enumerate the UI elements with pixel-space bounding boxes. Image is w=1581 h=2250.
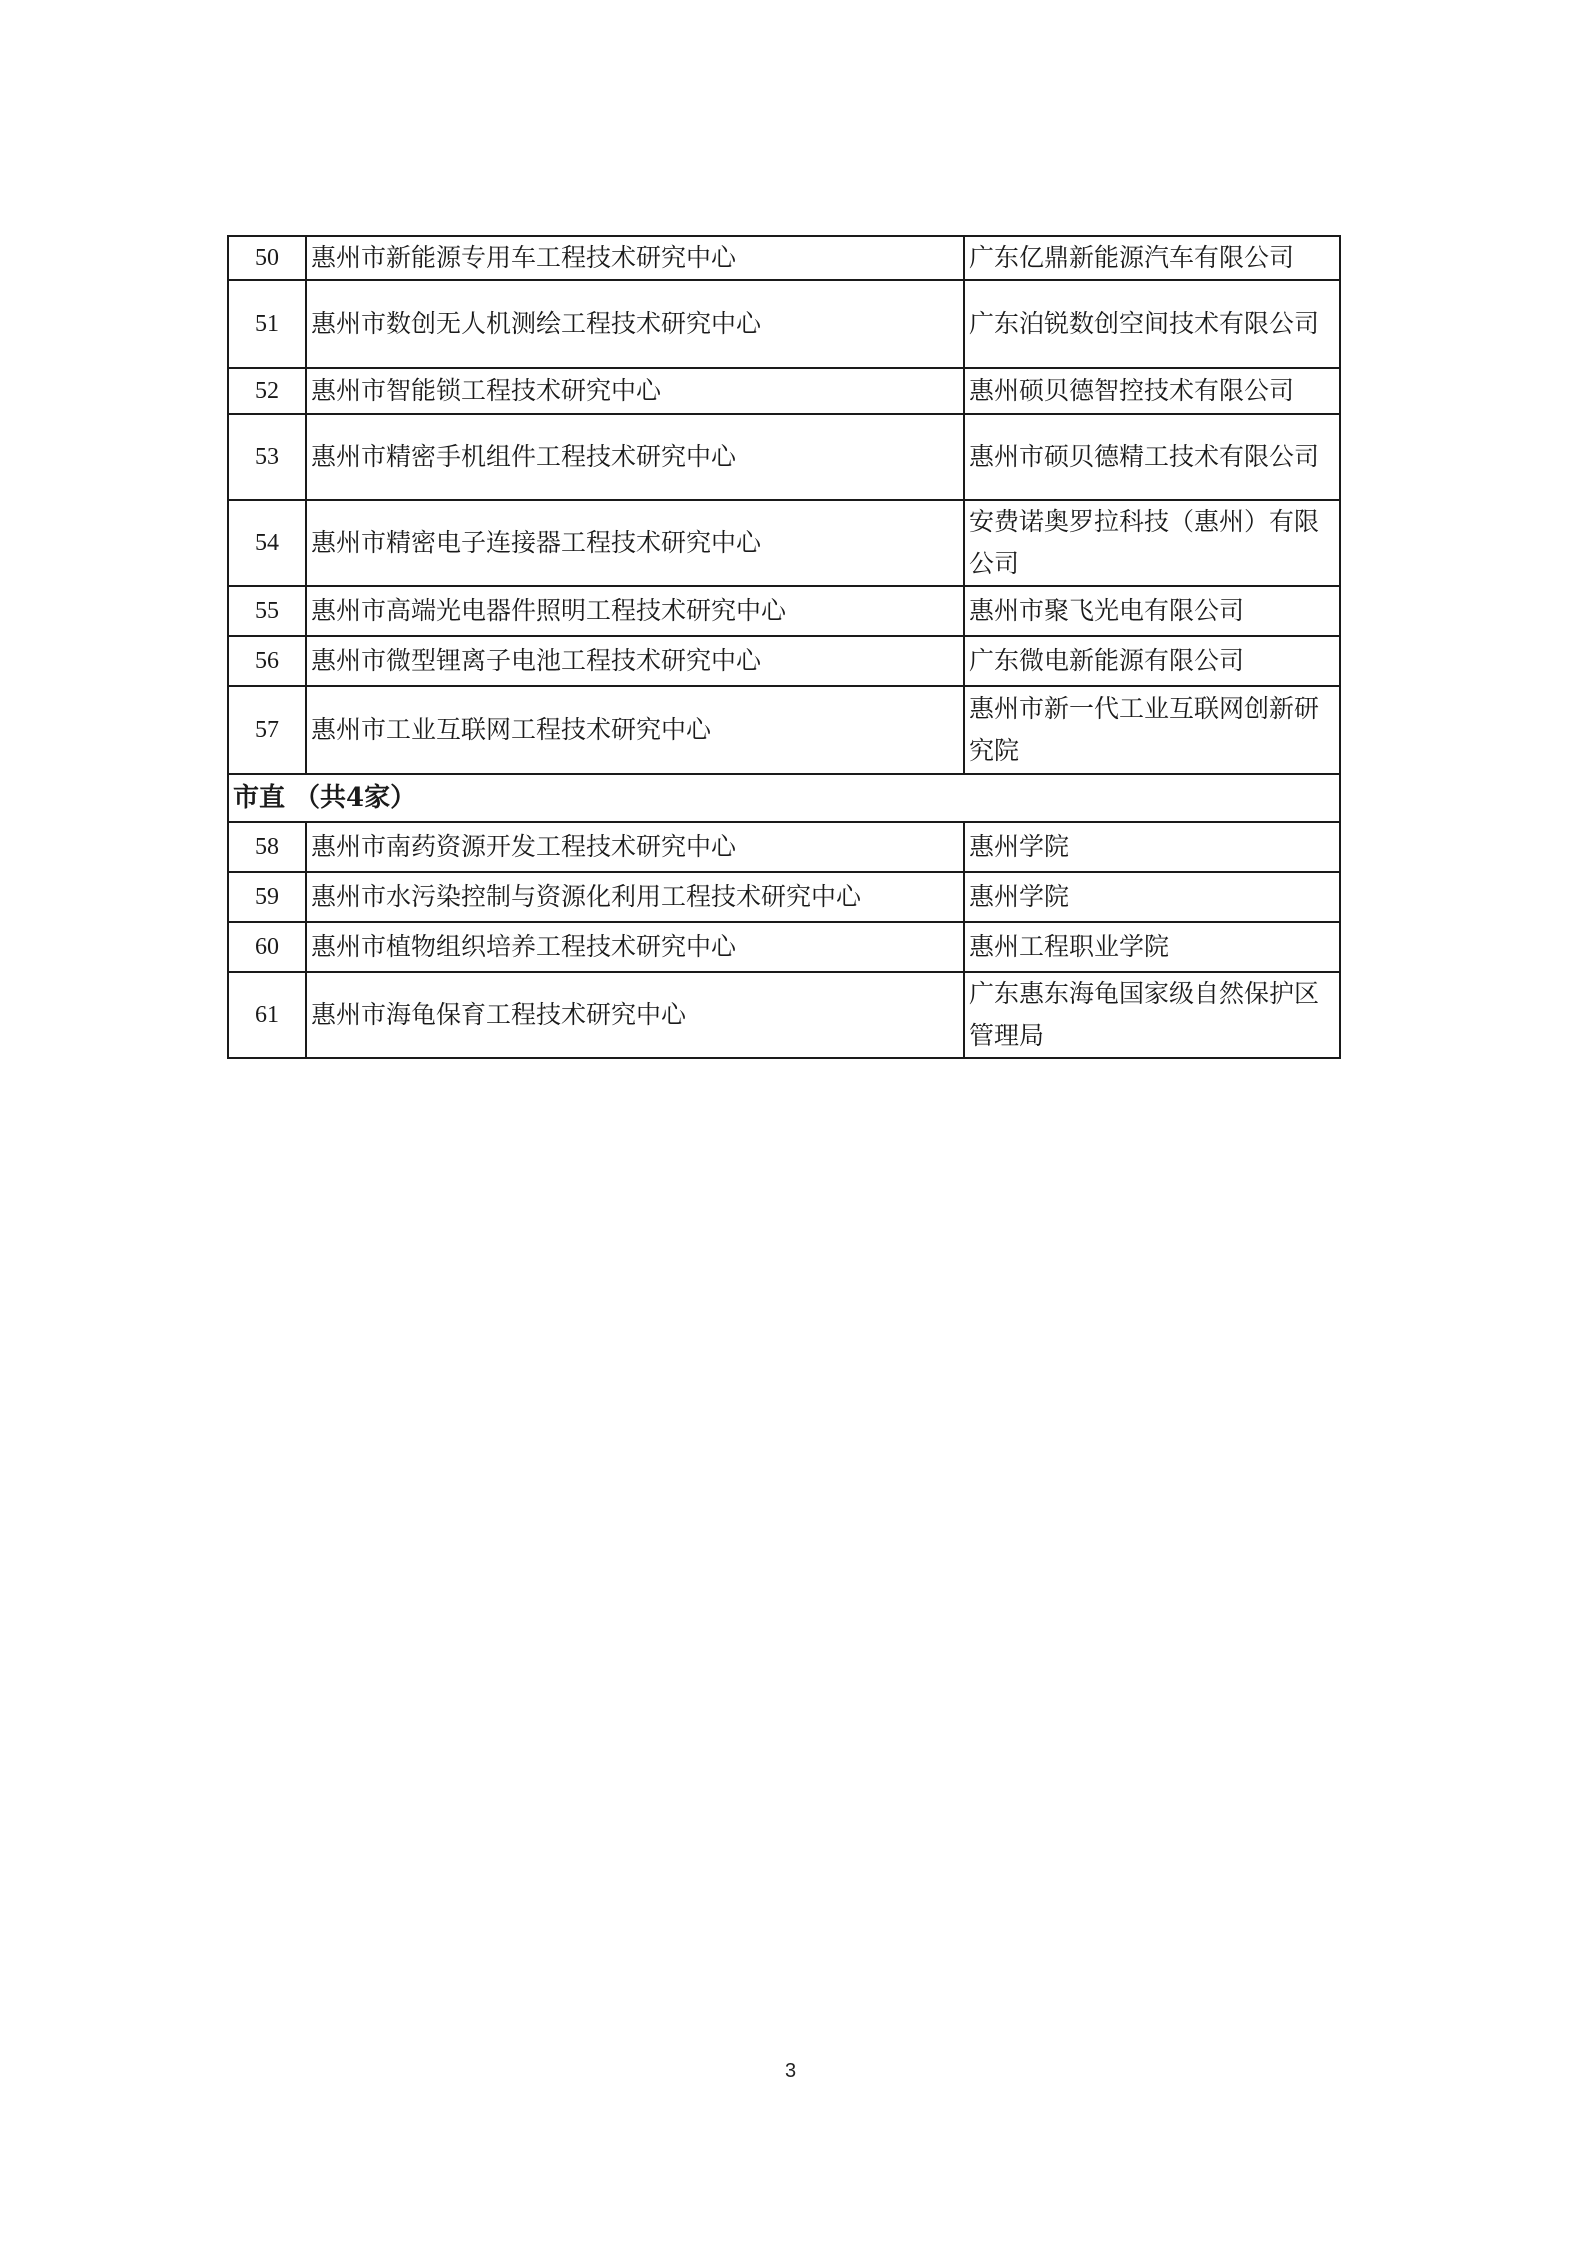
center-name: 惠州市智能锁工程技术研究中心 <box>306 368 964 414</box>
section-header: 市直 （共4家） <box>228 774 1340 822</box>
row-number: 60 <box>228 922 306 972</box>
row-number: 54 <box>228 500 306 586</box>
row-number: 56 <box>228 636 306 686</box>
row-number: 51 <box>228 280 306 368</box>
center-name: 惠州市新能源专用车工程技术研究中心 <box>306 236 964 280</box>
center-name: 惠州市工业互联网工程技术研究中心 <box>306 686 964 774</box>
row-number: 53 <box>228 414 306 500</box>
table-row <box>228 822 1340 872</box>
table-row <box>228 922 1340 972</box>
row-number: 61 <box>228 972 306 1058</box>
organization-name: 惠州学院 <box>964 822 1340 872</box>
table-row <box>228 500 1340 586</box>
center-name: 惠州市精密手机组件工程技术研究中心 <box>306 414 964 500</box>
organization-name: 广东微电新能源有限公司 <box>964 636 1340 686</box>
organization-name: 惠州学院 <box>964 872 1340 922</box>
table-row <box>228 972 1340 1058</box>
table-row <box>228 368 1340 414</box>
row-number: 57 <box>228 686 306 774</box>
center-name: 惠州市南药资源开发工程技术研究中心 <box>306 822 964 872</box>
organization-name: 广东惠东海龟国家级自然保护区管理局 <box>964 972 1340 1058</box>
organization-name: 惠州市聚飞光电有限公司 <box>964 586 1340 636</box>
center-name: 惠州市水污染控制与资源化利用工程技术研究中心 <box>306 872 964 922</box>
organization-name: 广东亿鼎新能源汽车有限公司 <box>964 236 1340 280</box>
table-row <box>228 236 1340 280</box>
organization-name: 惠州工程职业学院 <box>964 922 1340 972</box>
research-center-table <box>227 235 1341 1059</box>
row-number: 55 <box>228 586 306 636</box>
row-number: 50 <box>228 236 306 280</box>
table-row <box>228 280 1340 368</box>
center-name: 惠州市海龟保育工程技术研究中心 <box>306 972 964 1058</box>
table-row <box>228 414 1340 500</box>
row-number: 52 <box>228 368 306 414</box>
table-row <box>228 686 1340 774</box>
organization-name: 惠州市硕贝德精工技术有限公司 <box>964 414 1340 500</box>
center-name: 惠州市植物组织培养工程技术研究中心 <box>306 922 964 972</box>
row-number: 59 <box>228 872 306 922</box>
organization-name: 广东泊锐数创空间技术有限公司 <box>964 280 1340 368</box>
center-name: 惠州市精密电子连接器工程技术研究中心 <box>306 500 964 586</box>
section-header-row <box>228 774 1340 822</box>
row-number: 58 <box>228 822 306 872</box>
center-name: 惠州市数创无人机测绘工程技术研究中心 <box>306 280 964 368</box>
center-name: 惠州市微型锂离子电池工程技术研究中心 <box>306 636 964 686</box>
center-name: 惠州市高端光电器件照明工程技术研究中心 <box>306 586 964 636</box>
organization-name: 惠州硕贝德智控技术有限公司 <box>964 368 1340 414</box>
table-row <box>228 636 1340 686</box>
organization-name: 惠州市新一代工业互联网创新研究院 <box>964 686 1340 774</box>
table-row <box>228 586 1340 636</box>
table-row <box>228 872 1340 922</box>
organization-name: 安费诺奥罗拉科技（惠州）有限公司 <box>964 500 1340 586</box>
page-number: 3 <box>784 2060 797 2082</box>
